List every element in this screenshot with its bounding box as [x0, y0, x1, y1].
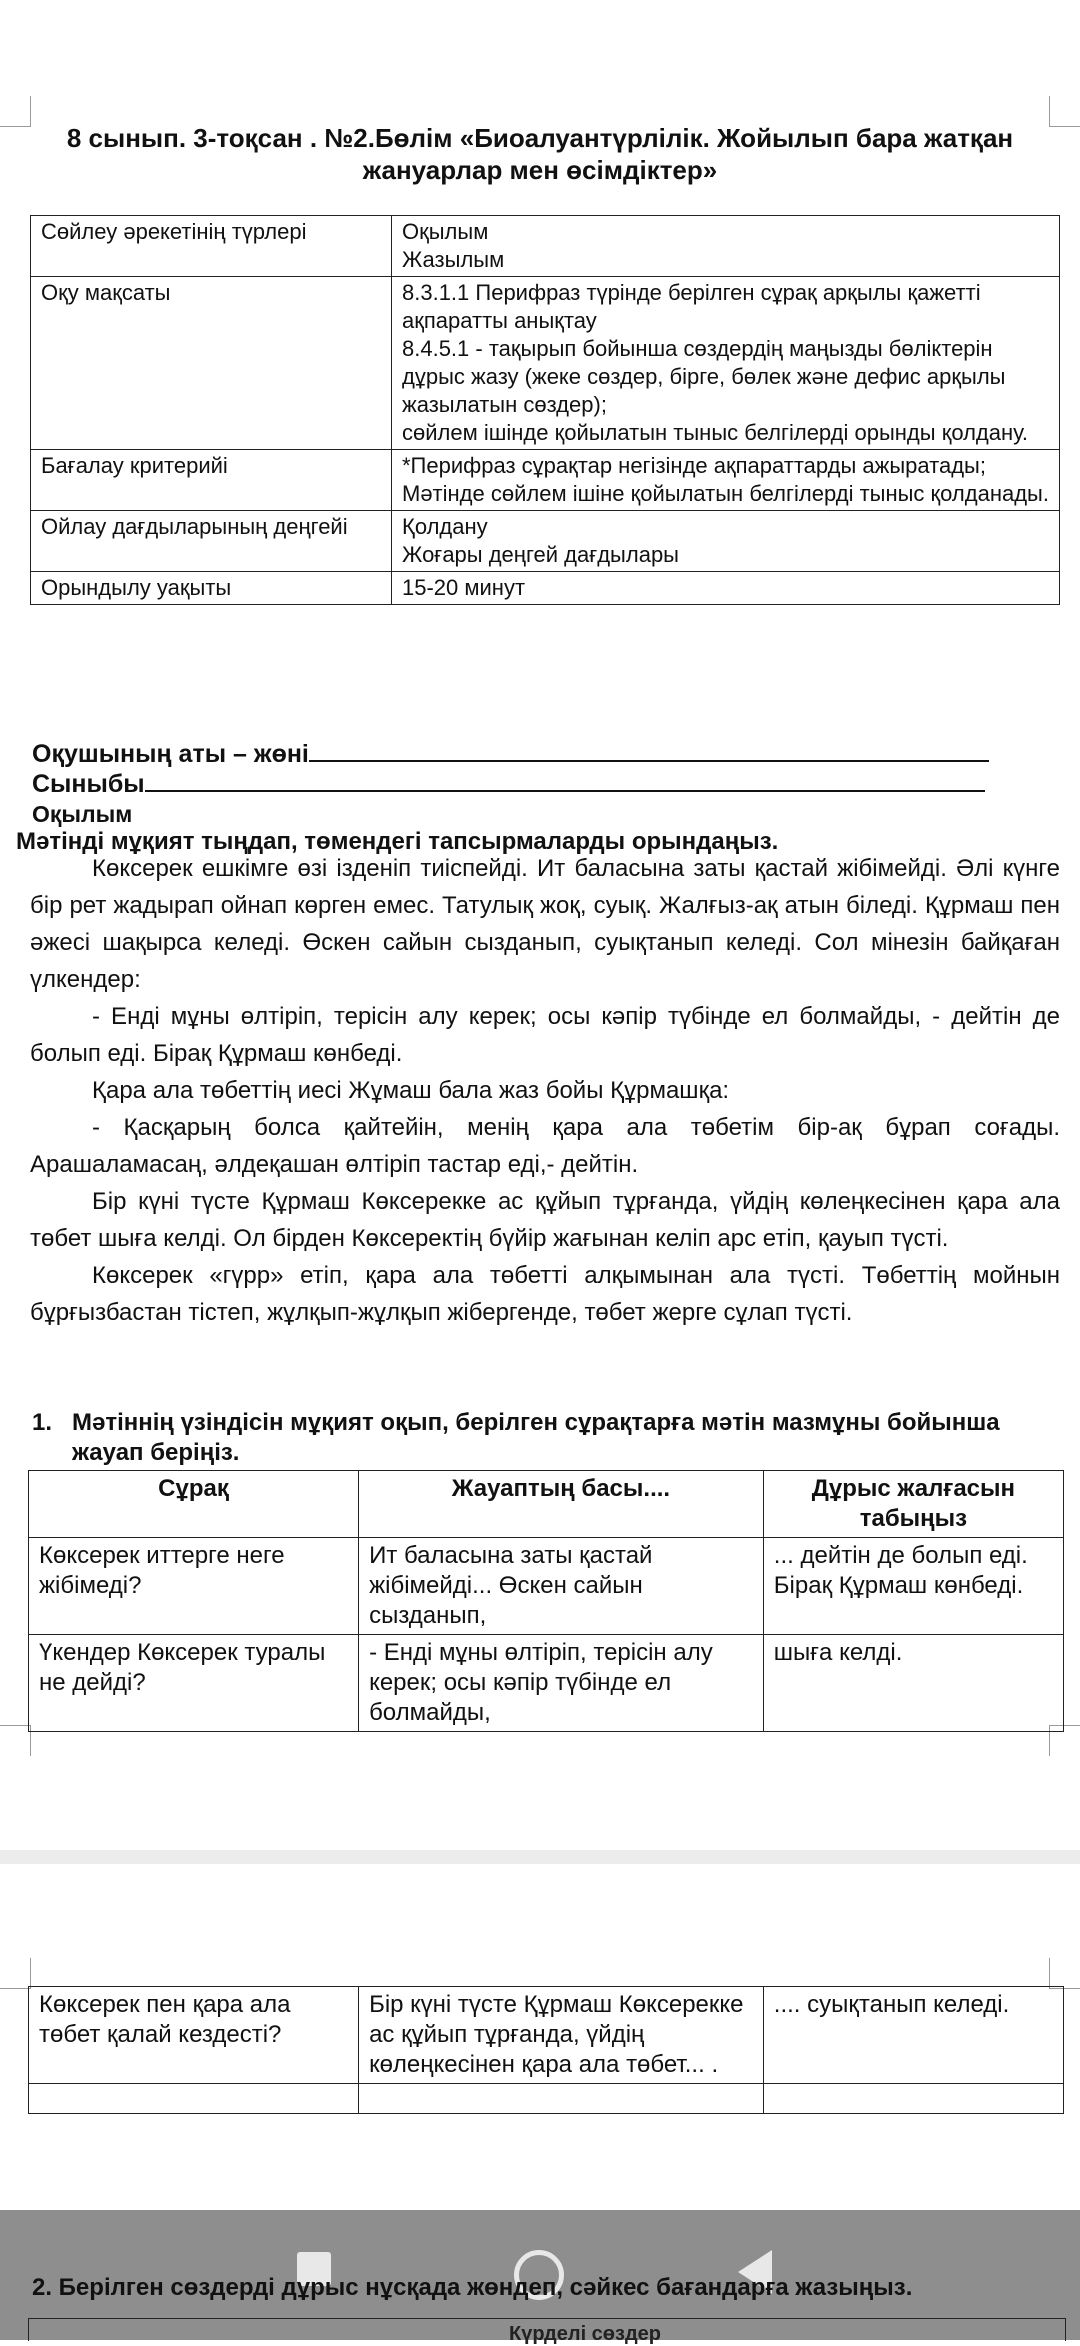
- section-reading-label: Оқылым: [32, 801, 133, 827]
- document-title: 8 сынып. 3-тоқсан . №2.Бөлім «Биоалуантүрлілік. Жойылып бара жатқан жануарлар мен өсімдіктер»: [66, 123, 1014, 185]
- question-cell: Үкендер Көксерек туралы не дейді?: [29, 1635, 359, 1732]
- column-header-answer-start: Жауаптың басы....: [359, 1471, 764, 1538]
- info-label: Сөйлеу әрекетінің түрлері: [31, 216, 392, 277]
- qa-row: [29, 2084, 1064, 2114]
- info-value: [392, 277, 1060, 450]
- info-value-line: *Перифраз сұрақтар негізінде ақпараттарды ажыратады;: [402, 453, 986, 478]
- question-answer-table-continued: [28, 1986, 1064, 2114]
- info-value-line: Мәтінде сөйлем ішіне қойылатын белгілерді тыныс қолданады.: [402, 481, 1049, 506]
- class-label: Сыныбы: [32, 770, 145, 798]
- answer-continuation-cell[interactable]: шыға келді.: [763, 1635, 1063, 1732]
- info-value: [392, 450, 1060, 511]
- info-value: [392, 511, 1060, 572]
- info-label: Ойлау дағдыларының деңгейі: [31, 511, 392, 572]
- class-field: [32, 768, 985, 799]
- info-value: [392, 572, 1060, 605]
- question-answer-table: [28, 1470, 1064, 1732]
- page-separator: [0, 1850, 1080, 1864]
- answer-start-cell: Ит баласына заты қастай жібімейді... Өскен сайын сызданып,: [359, 1538, 764, 1635]
- section-2-table: [28, 2318, 1066, 2345]
- section-2-heading: 2. Берілген сөздерді дұрыс нұсқада жөндеп, сәйкес бағандарға жазыңыз.: [32, 2274, 913, 2301]
- info-label: Бағалау критерийі: [31, 450, 392, 511]
- info-row: [31, 572, 1060, 605]
- question-text: Мәтіннің үзіндісін мұқият оқып, берілген сұрақтарға мәтін мазмұны бойынша жауап беріңіз.: [72, 1409, 1000, 1466]
- instruction-text: Мәтінді мұқият тыңдап, төмендегі тапсырмаларды орындаңыз.: [16, 828, 779, 855]
- paragraph: - Қасқарың болса қайтейін, менің қара ала төбетім бір-ақ бұрап соғады. Арашаламасаң, әлдеқашан өлтіріп тастар еді,- дейтін.: [30, 1114, 1060, 1178]
- info-row: [31, 511, 1060, 572]
- info-label: Орындылу уақыты: [31, 572, 392, 605]
- student-name-label: Оқушының аты – жөні: [32, 740, 309, 768]
- answer-start-cell: [359, 2084, 764, 2114]
- question-cell: [29, 2084, 359, 2114]
- info-row: [31, 277, 1060, 450]
- info-row: [31, 450, 1060, 511]
- page-corner-mark: [0, 1958, 31, 1989]
- page-corner-mark: [1049, 1958, 1080, 1989]
- qa-row: [29, 1987, 1064, 2084]
- question-number: 1.: [32, 1409, 53, 1436]
- answer-continuation-cell[interactable]: .... суықтанып келеді.: [763, 1987, 1063, 2084]
- lesson-info-table: [30, 215, 1060, 605]
- answer-start-cell: Бір күні түсте Құрмаш Көксерекке ас құйып тұрғанда, үйдің көлеңкесінен қара ала төбет... .: [359, 1987, 764, 2084]
- paragraph: Бір күні түсте Құрмаш Көксерекке ас құйып тұрғанда, үйдің көлеңкесінен қара ала төбет шыға келді. Ол бірден Көксеректің бүйір жағынан келіп арс етіп, қауып түсті.: [30, 1188, 1060, 1252]
- paragraph: Қара ала төбеттің иесі Жұмаш бала жаз бойы Құрмашқа:: [92, 1077, 730, 1104]
- reading-text: [30, 850, 1060, 1331]
- question-cell: Көксерек пен қара ала төбет қалай кездесті?: [29, 1987, 359, 2084]
- info-value-line: Жоғары деңгей дағдылары: [402, 542, 679, 567]
- page-corner-mark: [1049, 96, 1080, 127]
- info-row: [31, 216, 1060, 277]
- paragraph: Көксерек «гүрр» етіп, қара ала төбетті алқымынан ала түсті. Төбеттің мойнын бұрғызбастан тістеп, жұлқып-жұлқып жібергенде, төбет жерге сұлап түсті.: [30, 1262, 1060, 1326]
- answer-continuation-cell[interactable]: ... дейтін де болып еді. Бірақ Құрмаш көнбеді.: [763, 1538, 1063, 1635]
- column-header-question: Сұрақ: [29, 1471, 359, 1538]
- answer-continuation-cell[interactable]: [763, 2084, 1063, 2114]
- info-value-line: Қолдану: [402, 514, 488, 539]
- page-corner-mark: [0, 1725, 31, 1756]
- class-line[interactable]: [145, 768, 985, 792]
- qa-row: [29, 1635, 1064, 1732]
- answer-start-cell: - Енді мұны өлтіріп, терісін алу керек; осы кәпір түбінде ел болмайды,: [359, 1635, 764, 1732]
- info-value: [392, 216, 1060, 277]
- info-value-line: Оқылым: [402, 219, 489, 244]
- paragraph: Көксерек ешкімге өзі ізденіп тиіспейді. Ит баласына заты қастай жібімейді. Әлі күнге бір рет жадырап ойнап көрген емес. Татулық жоқ, суық. Жалғыз-ақ атын біледі. Құрмаш пен әжесі шақырса келеді. Өскен сайын сызданып, суықтанып келеді. Сол мінезін байқаған үлкендер:: [30, 855, 1060, 993]
- page-corner-mark: [0, 96, 31, 127]
- qa-row: [29, 1538, 1064, 1635]
- column-header-correct-continuation: Дұрыс жалғасын табыңыз: [763, 1471, 1063, 1538]
- question-1-heading: [32, 1408, 1042, 1468]
- info-value-line: 8.4.5.1 - тақырып бойынша сөздердің маңызды бөліктерін дұрыс жазу (жеке сөздер, бірге, бөлек және дефис арқылы жазылатын сөздер);: [402, 336, 1006, 417]
- info-value-line: сөйлем ішінде қойылатын тыныс белгілерді орынды қолдану.: [402, 420, 1029, 445]
- section-2-column-header: Күрделі сөздер: [509, 2323, 662, 2345]
- question-cell: Көксерек иттерге неге жібімеді?: [29, 1538, 359, 1635]
- student-name-line[interactable]: [309, 738, 989, 762]
- info-value-line: Жазылым: [402, 247, 505, 272]
- paragraph: - Енді мұны өлтіріп, терісін алу керек; осы кәпір түбінде ел болмайды, - дейтін де болып еді. Бірақ Құрмаш көнбеді.: [30, 1003, 1060, 1067]
- info-label: Оқу мақсаты: [31, 277, 392, 450]
- student-name-field: [32, 738, 989, 769]
- info-value-line: 15-20 минут: [402, 575, 526, 600]
- info-value-line: 8.3.1.1 Перифраз түрінде берілген сұрақ арқылы қажетті ақпаратты анықтау: [402, 280, 981, 333]
